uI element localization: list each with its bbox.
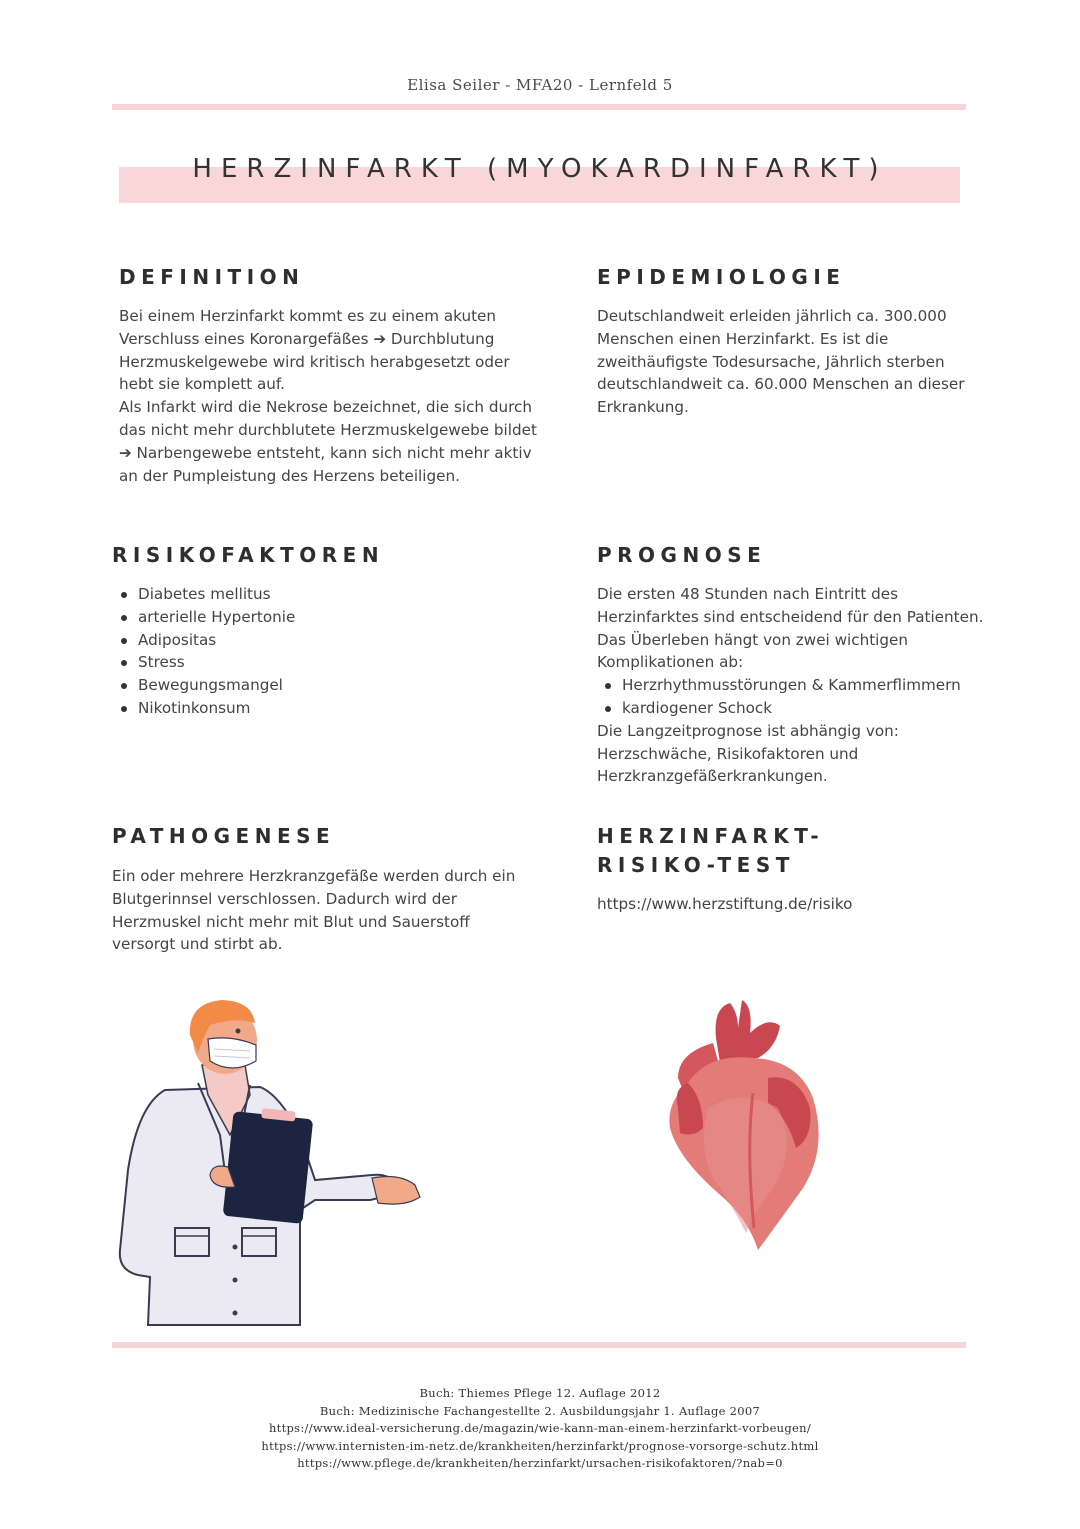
definition-text (119, 305, 539, 487)
heart-illustration (658, 998, 826, 1253)
pathogenese-text: Ein oder mehrere Herzkranzgefäße werden durch ein Blutgerinnsel verschlossen. Dadurch wird der Herzmuskel nicht mehr mit Blut und Sauerstoff versorgt und stirbt ab. (112, 867, 516, 954)
reference-item[interactable]: https://www.ideal-versicherung.de/magazin/wie-kann-man-einem-herzinfarkt-vorbeugen/ (268, 1421, 812, 1435)
prognose-text (597, 583, 992, 788)
prognose-heading: PROGNOSE (597, 543, 767, 567)
list-item: arterielle Hypertonie (119, 606, 539, 629)
prognose-intro: Die ersten 48 Stunden nach Eintritt des Herzinfarktes sind entscheidend für den Patienten. Das Überleben hängt von zwei wichtigen Komplikationen ab: (597, 585, 984, 672)
list-item: Stress (119, 651, 539, 674)
list-item: Nikotinkonsum (119, 697, 539, 720)
risikofaktoren-heading: RISIKOFAKTOREN (112, 543, 385, 567)
references (0, 1385, 1080, 1473)
epidemiologie-text: Deutschlandweit erleiden jährlich ca. 300.000 Menschen einen Herzinfarkt. Es ist die zweithäufigste Todesursache, Jährlich sterben deutschlandweit ca. 60.000 Menschen an dieser Erkrankung. (597, 307, 965, 417)
risiko-test-heading-line-2: RISIKO-TEST (597, 853, 795, 877)
prognose-list (597, 674, 992, 720)
list-item: Adipositas (119, 629, 539, 652)
pathogenese-heading: PATHOGENESE (112, 824, 336, 848)
reference-item[interactable]: https://www.internisten-im-netz.de/krankheiten/herzinfarkt/prognose-vorsorge-schutz.html (261, 1438, 819, 1453)
risiko-test-heading (597, 822, 824, 880)
reference-item: Buch: Thiemes Pflege 12. Auflage 2012 (419, 1386, 661, 1400)
author-line: Elisa Seiler - MFA20 - Lernfeld 5 (407, 76, 673, 94)
reference-item[interactable]: https://www.pflege.de/krankheiten/herzinfarkt/ursachen-risikofaktoren/?nab=0 (297, 1456, 783, 1470)
risiko-test-link[interactable]: https://www.herzstiftung.de/risiko (597, 895, 853, 913)
definition-heading: DEFINITION (119, 265, 305, 289)
list-item: Bewegungsmangel (119, 674, 539, 697)
list-item: kardiogener Schock (597, 697, 992, 720)
list-item: Diabetes mellitus (119, 583, 539, 606)
epidemiologie-heading: EPIDEMIOLOGIE (597, 265, 846, 289)
list-item: Herzrhythmusstörungen & Kammerflimmern (597, 674, 992, 697)
definition-paragraph-2: Als Infarkt wird die Nekrose bezeichnet, die sich durch das nicht mehr durchblutete Herzmuskelgewebe bildet ➔ Narbengewebe entsteht, kann sich nicht mehr aktiv an der Pumpleistung des Herzens beteiligen. (119, 398, 537, 485)
definition-paragraph-1: Bei einem Herzinfarkt kommt es zu einem akuten Verschluss eines Koronargefäßes ➔ Durchblutung Herzmuskelgewebe wird kritisch herabgesetzt oder hebt sie komplett auf. (119, 307, 510, 394)
risikofaktoren-list (119, 583, 539, 720)
top-divider (112, 104, 966, 110)
reference-item: Buch: Medizinische Fachangestellte 2. Ausbildungsjahr 1. Auflage 2007 (319, 1403, 761, 1418)
page-title: HERZINFARKT (MYOKARDINFARKT) (192, 154, 888, 184)
bottom-divider (112, 1342, 966, 1348)
risiko-test-heading-line-1: HERZINFARKT- (597, 824, 825, 848)
prognose-outro: Die Langzeitprognose ist abhängig von: Herzschwäche, Risikofaktoren und Herzkranzgefäßerkrankungen. (597, 721, 899, 786)
doctor-illustration (110, 995, 440, 1330)
risikofaktoren-list-container (119, 583, 539, 720)
